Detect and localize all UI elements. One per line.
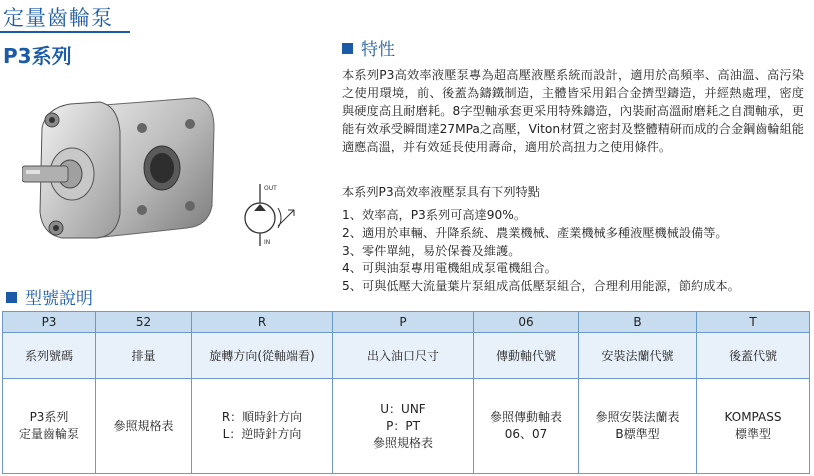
desc-line: 標準型 [734, 427, 771, 441]
name-cell: 傳動軸代號 [474, 333, 579, 379]
in-label: IN [264, 239, 271, 246]
desc-cell [96, 379, 192, 474]
model-code-table [2, 311, 810, 474]
list-item: 5、可與低壓大流量葉片泵組成高低壓泵組合，合理利用能源，節約成本。 [342, 279, 740, 294]
code-cell: P3 [3, 312, 96, 333]
desc-cell [192, 379, 333, 474]
desc-line: KOMPASS [724, 410, 782, 424]
gear-pump-image [22, 88, 222, 248]
list-item: 4、可與油泵專用電機組成泵電機組合。 [342, 261, 557, 276]
features-heading-label: 特性 [361, 40, 395, 60]
desc-cell [333, 379, 474, 474]
desc-line: L：逆時針方向 [222, 427, 302, 441]
hydraulic-pump-symbol [234, 180, 304, 250]
desc-line: 參照傳動軸表 [489, 410, 562, 424]
desc-line: R：順時針方向 [221, 410, 303, 424]
series-subtitle: P3系列 [3, 44, 72, 68]
desc-line: P：PT [386, 418, 420, 433]
code-cell: P [333, 312, 474, 333]
table-row [3, 312, 810, 333]
desc-line: P3系列 [29, 410, 69, 424]
heading-square-icon [6, 292, 17, 303]
desc-line: U：UNF [380, 401, 426, 416]
code-cell: 52 [96, 312, 192, 333]
desc-line: B標準型 [615, 427, 660, 441]
name-cell: 出入油口尺寸 [333, 333, 474, 379]
desc-cell [697, 379, 810, 474]
name-cell: 排量 [96, 333, 192, 379]
desc-line: 參照安裝法蘭表 [595, 410, 680, 424]
table-row [3, 379, 810, 474]
name-cell: 安裝法蘭代號 [579, 333, 697, 379]
desc-cell [579, 379, 697, 474]
features-heading [342, 35, 395, 60]
name-cell: 後蓋代號 [697, 333, 810, 379]
heading-square-icon [342, 43, 353, 54]
model-heading [6, 284, 93, 309]
features-paragraph: 本系列P3高效率液壓泵專為超高壓液壓系統而設計，適用於高頻率、高油溫、高污染之使用環境，前、後蓋為鑄鐵制造，主體皆采用鋁合金擠型鑄造，并經熱處理，密度與硬度高且耐磨耗。8字型軸承套更采用特殊鑄造，內裝耐高溫耐磨耗之自潤軸承，更能有效承受瞬間達27MPa之高壓，Viton材質之密封及整體精研而成的合金鋼齒輪組能適應高溫，并有效延長使用壽命，適用於高扭力之使用條件。 [342, 68, 804, 154]
name-cell: 旋轉方向(從軸端看) [192, 333, 333, 379]
desc-line: 定量齒輪泵 [18, 427, 79, 441]
page-title: 定量齒輪泵 [3, 6, 113, 30]
features-list [342, 207, 740, 296]
list-item: 2、適用於車輛、升降系統、農業機械、產業機械多種液壓機械設備等。 [342, 225, 728, 240]
code-cell: 06 [474, 312, 579, 333]
desc-line: 06、07 [504, 427, 548, 441]
list-item: 1、效率高，P3系列可高達90%。 [342, 208, 527, 222]
list-item: 3、零件單純，易於保養及維護。 [342, 243, 521, 258]
desc-cell [474, 379, 579, 474]
name-cell: 系列號碼 [3, 333, 96, 379]
desc-line: 參照規格表 [372, 435, 433, 450]
table-row [3, 333, 810, 379]
code-cell: R [192, 312, 333, 333]
title-underline [0, 31, 130, 33]
desc-line: 參照規格表 [113, 418, 174, 433]
code-cell: T [697, 312, 810, 333]
features-intro: 本系列P3高效率液壓泵具有下列特點 [342, 185, 540, 199]
desc-cell [3, 379, 96, 474]
code-cell: B [579, 312, 697, 333]
out-label: OUT [264, 185, 277, 192]
model-heading-label: 型號說明 [25, 289, 93, 309]
